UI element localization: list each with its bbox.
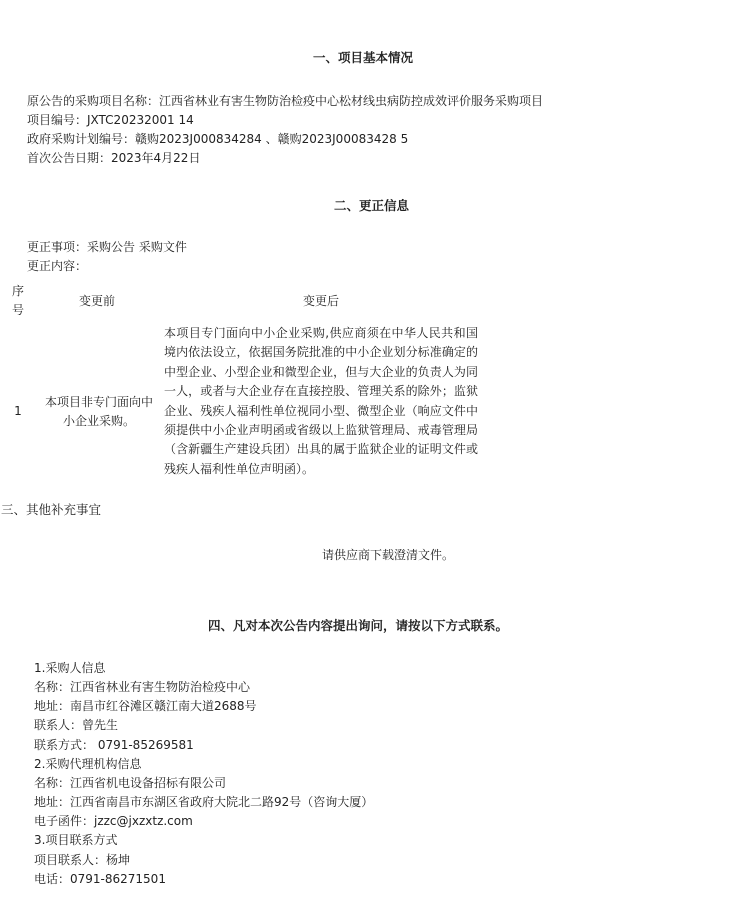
project-contact-title: 3.项目联系方式	[34, 833, 118, 847]
first-announcement-date: 首次公告日期：2023年4月22日	[27, 151, 201, 165]
row-number: 1	[14, 404, 22, 418]
agency-name: 名称：江西省机电设备招标有限公司	[34, 776, 227, 790]
table-header-no: 序号	[11, 284, 24, 317]
agency-info-title: 2.采购代理机构信息	[34, 757, 142, 771]
row-after: 本项目专门面向中小企业采购,供应商须在中华人民共和国境内依法设立，依据国务院批准的中小企业划分标准确定的中型企业、小型企业和微型企业，但与大企业的负责人为同一人，或者与大企业存在直接控股、管理关系的除外；监狱企业、残疾人福利性单位视同小型、微型企业（响应文件中须提供中小企业声明函或省级以上监狱管理局、戒毒管理局（含新疆生产建设兵团）出具的属于监狱企业的证明文件或残疾人福利性单位声明函）。	[164, 326, 478, 476]
agency-address: 地址：江西省南昌市东湖区省政府大院北二路92号（咨询大厦）	[34, 795, 374, 809]
purchaser-info-title: 1.采购人信息	[34, 661, 106, 675]
section3-heading: 三、其他补充事宜	[1, 502, 102, 517]
purchaser-address: 地址：南昌市红谷滩区赣江南大道2688号	[34, 699, 257, 713]
row-before: 本项目非专门面向中小企业采购。	[44, 395, 153, 429]
project-contact-person: 项目联系人：杨坤	[34, 853, 131, 867]
table-header-before: 变更前	[78, 294, 115, 308]
project-contact-phone: 电话：0791-86271501	[34, 872, 166, 886]
section3-text: 请供应商下载澄清文件。	[322, 548, 455, 562]
purchaser-name: 名称：江西省林业有害生物防治检疫中心	[34, 680, 251, 694]
purchaser-phone: 联系方式： 0791-85269581	[34, 738, 194, 752]
original-project-name: 原公告的采购项目名称：江西省林业有害生物防治检疫中心松材线虫病防控成效评价服务采购项目	[27, 94, 544, 108]
purchaser-contact: 联系人：曾先生	[34, 718, 119, 732]
table-header-after: 变更后	[302, 294, 339, 308]
section2-heading: 二、更正信息	[334, 198, 410, 213]
correction-matters: 更正事项：采购公告 采购文件	[27, 240, 187, 254]
project-number: 项目编号：JXTC20232001 14	[27, 113, 194, 127]
section1-heading: 一、项目基本情况	[313, 50, 414, 65]
agency-email[interactable]: 电子函件：jzzc@jxzxtz.com	[34, 814, 193, 828]
section4-heading: 四、凡对本次公告内容提出询问，请按以下方式联系。	[208, 618, 509, 633]
correction-content-label: 更正内容：	[27, 259, 88, 273]
procurement-plan-number: 政府采购计划编号：赣购2023J000834284 、赣购2023J00083428 5	[27, 132, 409, 146]
